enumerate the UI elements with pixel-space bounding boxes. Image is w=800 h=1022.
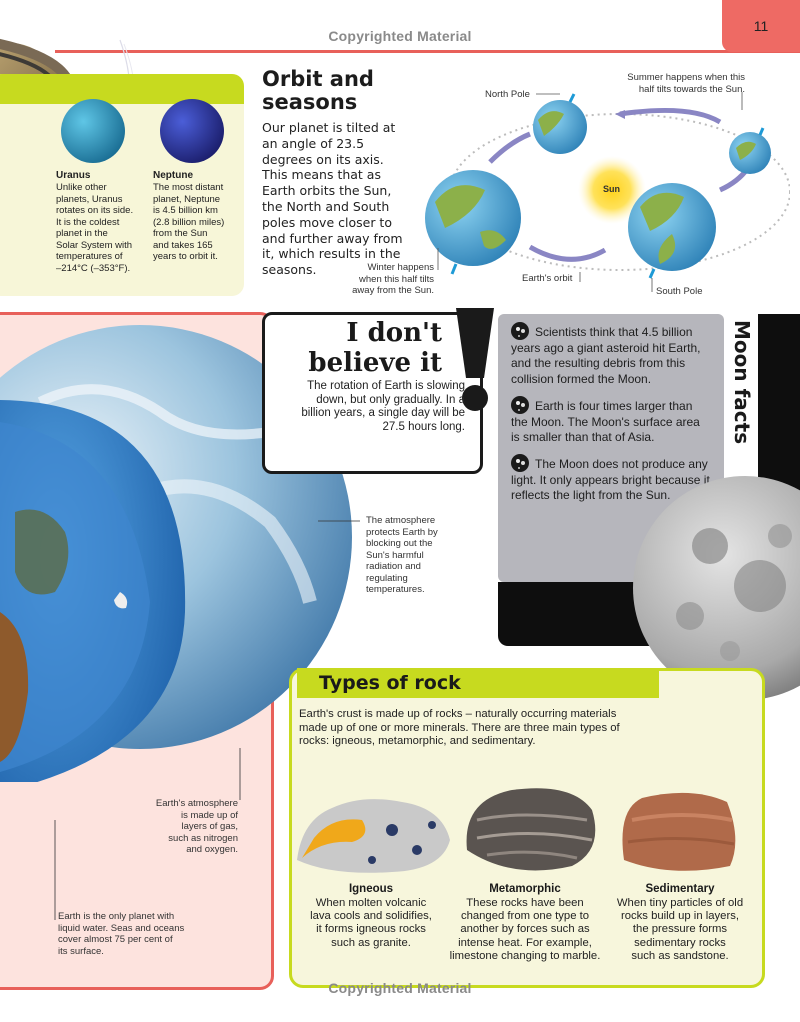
note-line: cover almost 75 per cent of: [58, 934, 173, 945]
page-number-tab: [722, 0, 800, 52]
uranus-globe: [61, 99, 125, 163]
igneous-name: Igneous: [348, 883, 394, 895]
believe-title-line: I don't: [346, 318, 442, 348]
rock-text-line: rocks build up in layers,: [620, 910, 740, 923]
uranus-line: It is the coldest: [56, 216, 120, 228]
winter-label-line: Winter happens: [367, 262, 434, 273]
winter-label-line: away from the Sun.: [352, 285, 434, 296]
rock-text-line: When molten volcanic: [315, 897, 427, 909]
copyright-bottom: Copyrighted Material: [328, 980, 472, 996]
neptune-line: years to orbit it.: [153, 251, 218, 262]
neptune-line: planet, Neptune: [153, 193, 221, 205]
rock-text-line: it forms igneous rocks: [316, 923, 426, 936]
rock-text-line: limestone changing to marble.: [449, 949, 601, 962]
note-line: temperatures.: [366, 584, 425, 595]
neptune-name: Neptune: [153, 170, 193, 181]
copyright-top: Copyrighted Material: [328, 28, 472, 44]
note-line: such as nitrogen: [168, 832, 238, 844]
note-line: its surface.: [58, 945, 104, 957]
neptune-line: is 4.5 billion km: [153, 205, 218, 216]
summer-label: [600, 72, 745, 95]
believe-it-title: [300, 318, 442, 378]
rock-text-line: changed from one type to: [460, 910, 590, 923]
note-line: layers of gas,: [181, 821, 238, 832]
neptune-description: [153, 182, 224, 263]
uranus-line: –214°C (–353°F).: [56, 262, 131, 274]
rock-text-line: another by forces such as: [460, 923, 590, 936]
igneous-text: [296, 897, 446, 950]
uranus-line: rotates on its side.: [56, 205, 134, 216]
earth-winter: [425, 170, 521, 266]
winter-label-line: when this half tilts: [359, 273, 434, 285]
north-pole-label: North Pole: [485, 89, 530, 100]
uranus-line: Solar System with: [56, 239, 133, 251]
moon-icon: [511, 454, 529, 472]
note-line: regulating: [366, 572, 408, 584]
uranus-line: Unlike other: [56, 182, 107, 193]
orbit-title: [262, 68, 374, 114]
moon-fact-text: Earth is four times larger than the Moon. The Moon's surface area is smaller than that of Asia.: [511, 399, 700, 444]
uranus-name: Uranus: [56, 170, 91, 181]
sedimentary-name: Sedimentary: [645, 883, 715, 895]
moon-fact-text: The Moon does not produce any light. It only appears bright because it reflects the light from the Sun.: [511, 457, 710, 502]
orbit-title-line: seasons: [262, 90, 358, 114]
sedimentary-rock: [622, 793, 735, 871]
rock-text-line: such as sandstone.: [631, 949, 729, 962]
sun-label: Sun: [603, 184, 620, 194]
uranus-description: [56, 182, 133, 274]
summer-label-line: Summer happens when this: [627, 72, 745, 83]
planet-globes: [60, 98, 230, 166]
note-line: is made up of: [180, 809, 238, 821]
moon-facts-heading: Moon facts: [730, 320, 754, 445]
rock-text-line: sedimentary rocks: [634, 936, 726, 949]
metamorphic-text: [445, 897, 605, 963]
earths-orbit-label: Earth's orbit: [522, 273, 573, 284]
neptune-line: from the Sun: [153, 228, 208, 239]
orbit-body: Our planet is tilted at an angle of 23.5 degrees on its axis. This means that as Earth orbits the Sun, the North and South poles move closer to and further away from it, which results in the seasons.: [262, 120, 403, 278]
orbit-title-line: Orbit and: [262, 67, 374, 91]
moon-fact-text: Scientists think that 4.5 billion years ago a giant asteroid hit Earth, and the resulting debris from this collision formed the Moon.: [511, 325, 701, 386]
top-rule: [55, 50, 800, 53]
note-line: Earth is the only planet with: [58, 911, 175, 922]
atmosphere-gas-note: [130, 798, 238, 856]
rock-text-line: intense heat. For example,: [458, 936, 592, 949]
rock-intro: Earth's crust is made up of rocks – naturally occurring materials made up of one or more minerals. There are three main types of rocks: igneous, metamorphic, and sedimentary.: [299, 708, 620, 747]
believe-it-text: The rotation of Earth is slowing down, but only gradually. In a billion years, a single day will be 27.5 hours long.: [301, 380, 465, 433]
orbit-arrow: [530, 247, 605, 259]
neptune-line: (2.8 billion miles): [153, 216, 225, 228]
note-line: Sun's harmful: [366, 549, 424, 561]
orbit-arrow: [490, 134, 530, 162]
atmosphere-protects-note: [366, 515, 438, 596]
winter-label: [330, 262, 434, 297]
uranus-line: temperatures of: [56, 251, 123, 262]
page-number: 11: [753, 18, 769, 34]
rock-text-line: lava cools and solidifies,: [310, 910, 432, 923]
moon-fact-1: [511, 322, 711, 387]
note-line: radiation and: [366, 561, 421, 572]
note-line: Earth's atmosphere: [155, 798, 238, 809]
summer-label-line: half tilts towards the Sun.: [638, 83, 745, 95]
south-pole-label: South Pole: [656, 286, 703, 297]
uranus-line: planet in the: [56, 228, 108, 239]
rock-text-line: such as granite.: [331, 936, 411, 949]
rock-text-line: the pressure forms: [632, 923, 728, 936]
uranus-line: planets, Uranus: [56, 193, 123, 205]
note-line: liquid water. Seas and oceans: [58, 922, 185, 934]
moon-icon: [511, 322, 529, 340]
neptune-globe: [160, 99, 224, 163]
rock-text-line: When tiny particles of old: [616, 897, 744, 909]
note-line: and oxygen.: [186, 844, 238, 855]
metamorphic-name: Metamorphic: [489, 883, 561, 895]
rock-title: Types of rock: [319, 672, 461, 694]
rock-text-line: These rocks have been: [466, 897, 584, 909]
neptune-line: The most distant: [153, 182, 224, 193]
sedimentary-text: [605, 897, 755, 963]
moon-icon: [511, 396, 529, 414]
note-line: The atmosphere: [366, 515, 436, 526]
neptune-line: and takes 165: [153, 239, 213, 251]
moon-fact-2: [511, 396, 711, 446]
note-line: protects Earth by: [366, 526, 438, 538]
orbit-arrow: [620, 110, 720, 122]
believe-title-line: believe it: [308, 348, 442, 378]
moon-illustration: [630, 476, 800, 700]
rock-samples: [292, 780, 752, 880]
liquid-water-note: [58, 911, 184, 957]
note-line: blocking out the: [366, 538, 433, 549]
